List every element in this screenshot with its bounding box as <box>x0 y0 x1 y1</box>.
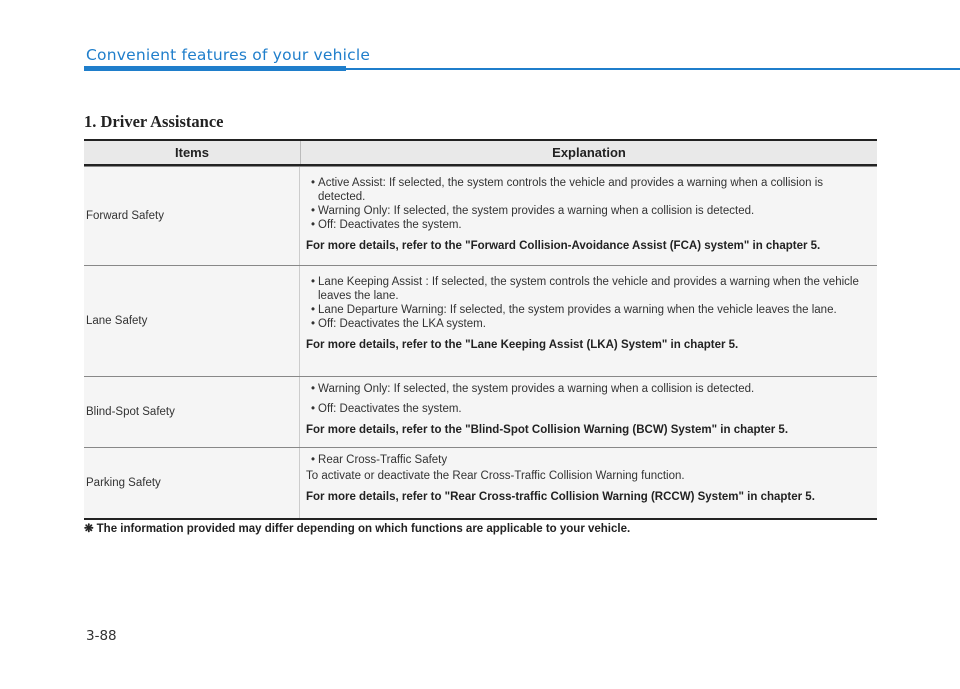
explanation-cell <box>300 266 877 376</box>
header-bar-accent <box>84 66 346 71</box>
bullet-item: • Rear Cross-Traffic Safety <box>306 453 867 467</box>
item-cell: Forward Safety <box>84 167 300 265</box>
table-row <box>84 447 877 518</box>
reference-note: For more details, refer to the "Forward Collision-Avoidance Assist (FCA) system" in chapter 5. <box>306 240 821 252</box>
table-row <box>84 376 877 447</box>
explanation-cell <box>300 448 877 518</box>
bullet-item: • Off: Deactivates the LKA system. <box>306 317 867 331</box>
header-title: Convenient features of your vehicle <box>86 46 371 64</box>
bullet-item: • Lane Departure Warning: If selected, the system provides a warning when the vehicle leaves the lane. <box>306 303 867 317</box>
reference-note: For more details, refer to the "Blind-Spot Collision Warning (BCW) System" in chapter 5. <box>306 424 789 436</box>
table-row <box>84 166 877 265</box>
driver-assistance-table <box>84 139 877 520</box>
page-number: 3-88 <box>86 628 117 644</box>
column-header-items: Items <box>84 141 301 164</box>
reference-note: For more details, refer to the "Lane Keeping Assist (LKA) System" in chapter 5. <box>306 339 739 351</box>
bullet-item: • Active Assist: If selected, the system controls the vehicle and provides a warning when a collision is detected. <box>306 176 867 204</box>
explanation-cell <box>300 377 877 447</box>
bullet-item: • Off: Deactivates the system. <box>306 218 867 232</box>
footnote <box>84 521 630 535</box>
explanation-cell <box>300 167 877 265</box>
header-rule <box>346 68 960 70</box>
bullet-item: • Lane Keeping Assist : If selected, the system controls the vehicle and provides a warning when the vehicle leaves the lane. <box>306 275 867 303</box>
description-text: To activate or deactivate the Rear Cross-Traffic Collision Warning function. <box>306 470 685 482</box>
reference-note: For more details, refer to "Rear Cross-traffic Collision Warning (RCCW) System" in chapter 5. <box>306 491 815 503</box>
footnote-mark: ❋ <box>84 523 94 535</box>
bullet-item: • Off: Deactivates the system. <box>306 402 867 416</box>
table-header <box>84 141 877 166</box>
bullet-item: • Warning Only: If selected, the system provides a warning when a collision is detected. <box>306 204 867 218</box>
footnote-text: The information provided may differ depending on which functions are applicable to your vehicle. <box>96 523 631 535</box>
bullet-item: • Warning Only: If selected, the system provides a warning when a collision is detected. <box>306 382 867 396</box>
item-cell: Parking Safety <box>84 448 300 518</box>
page-header <box>84 44 960 74</box>
item-cell: Blind-Spot Safety <box>84 377 300 447</box>
section-title: 1. Driver Assistance <box>84 112 224 131</box>
item-cell: Lane Safety <box>84 266 300 376</box>
column-header-explanation: Explanation <box>552 145 626 160</box>
table-row <box>84 265 877 376</box>
